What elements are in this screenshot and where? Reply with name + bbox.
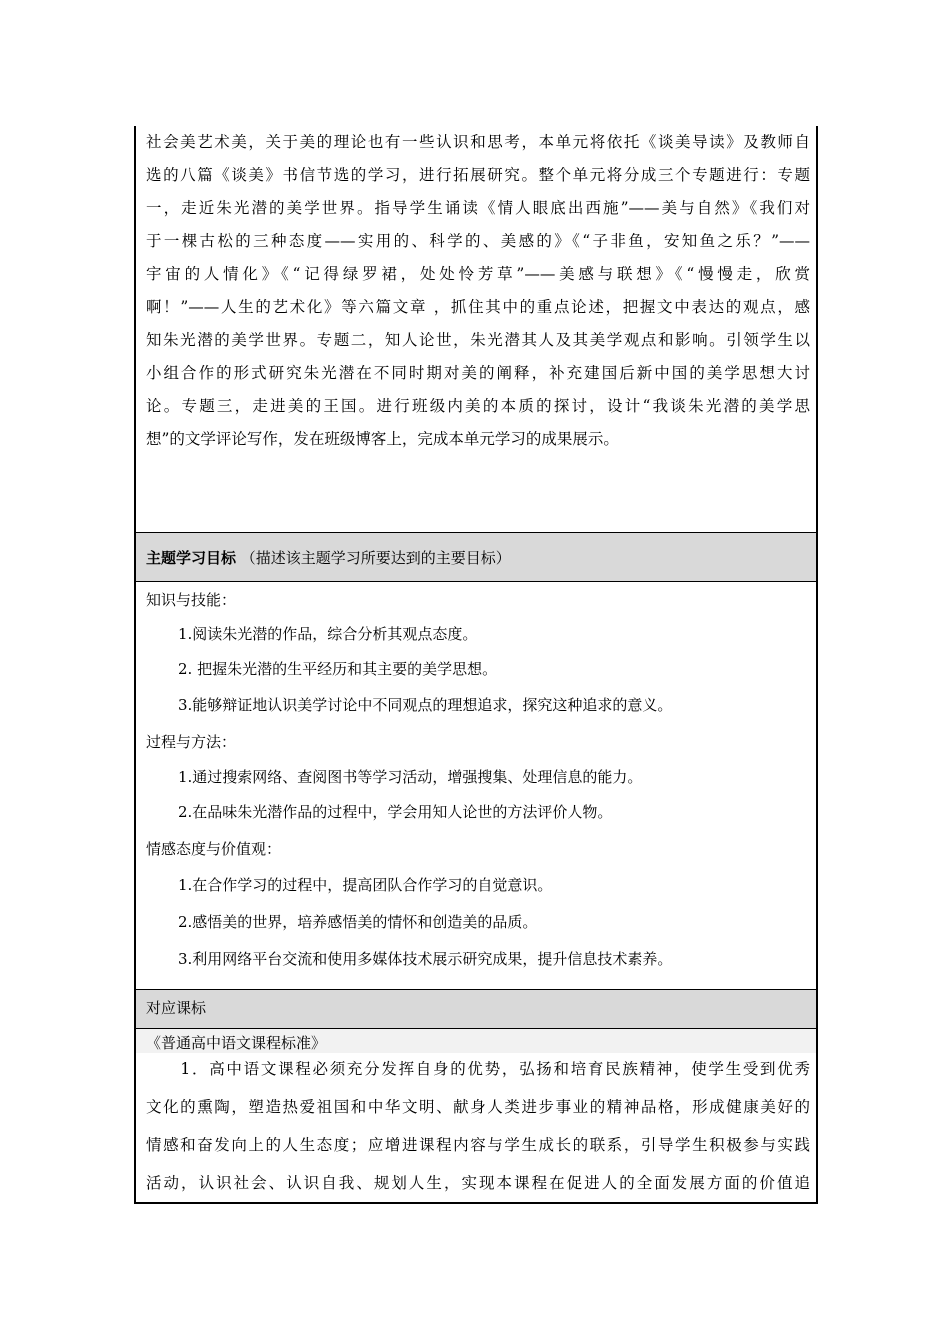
emotion-item: 1.在合作学习的过程中，提高团队合作学习的自觉意识。 xyxy=(178,876,553,894)
intro-line: 小组合作的形式研究朱光潜在不同时期对美的阐释，补充建国后新中国的美学思想大讨 xyxy=(146,364,810,382)
objectives-header-band xyxy=(136,532,816,582)
intro-line: 选的八篇《谈美》书信节选的学习，进行拓展研究。整个单元将分成三个专题进行：专题 xyxy=(146,166,810,184)
intro-line: 论。专题三，走进美的王国。进行班级内美的本质的探讨，设计“我谈朱光潜的美学思 xyxy=(146,397,810,415)
process-item: 1.通过搜索网络、查阅图书等学习活动，增强搜集、处理信息的能力。 xyxy=(178,768,643,786)
standards-heading: 对应课标 xyxy=(146,999,207,1017)
unit-table xyxy=(134,126,818,1204)
emotion-title: 情感态度与价值观： xyxy=(146,840,282,858)
objectives-heading: 主题学习目标 xyxy=(146,549,237,567)
process-item: 2.在品味朱光潜作品的过程中，学会用知人论世的方法评价人物。 xyxy=(178,803,613,821)
intro-line: 宇宙的人情化》《“记得绿罗裙，处处怜芳草”——美感与联想》《“慢慢走，欣赏 xyxy=(146,265,810,283)
standards-line: 活动，认识社会、认识自我、规划人生，实现本课程在促进人的全面发展方面的价值追 xyxy=(146,1174,810,1192)
unit-intro-paragraph xyxy=(146,126,810,456)
knowledge-item: 2. 把握朱光潜的生平经历和其主要的美学思想。 xyxy=(178,660,498,678)
intro-line: 一，走近朱光潜的美学世界。指导学生诵读《情人眼底出西施”——美与自然》《我们对 xyxy=(146,199,810,217)
standards-doc-title: 《普通高中语文课程标准》 xyxy=(146,1034,327,1052)
intro-line: 啊！”——人生的艺术化》等六篇文章 ，抓住其中的重点论述，把握文中表达的观点，感 xyxy=(146,298,810,316)
standards-paragraph xyxy=(146,1050,810,1202)
intro-line: 知朱光潜的美学世界。专题二，知人论世，朱光潜其人及其美学观点和影响。引领学生以 xyxy=(146,331,810,349)
objectives-header xyxy=(146,547,511,568)
emotion-item: 2.感悟美的世界，培养感悟美的情怀和创造美的品质。 xyxy=(178,913,538,931)
knowledge-item: 3.能够辩证地认识美学讨论中不同观点的理想追求，探究这种追求的意义。 xyxy=(178,696,673,714)
knowledge-title: 知识与技能： xyxy=(146,591,237,609)
objectives-note: （描述该主题学习所要达到的主要目标） xyxy=(240,549,511,567)
knowledge-item: 1.阅读朱光潜的作品，综合分析其观点态度。 xyxy=(178,625,478,643)
standards-line: 1．高中语文课程必须充分发挥自身的优势，弘扬和培育民族精神，使学生受到优秀 xyxy=(146,1060,810,1078)
standards-header-band xyxy=(136,989,816,1029)
intro-line: 社会美艺术美，关于美的理论也有一些认识和思考，本单元将依托《谈美导读》及教师自 xyxy=(146,133,810,151)
standards-line: 情感和奋发向上的人生态度；应增进课程内容与学生成长的联系，引导学生积极参与实践 xyxy=(146,1136,810,1154)
standards-line: 文化的熏陶，塑造热爱祖国和中华文明、献身人类进步事业的精神品格，形成健康美好的 xyxy=(146,1098,810,1116)
process-title: 过程与方法： xyxy=(146,733,237,751)
intro-line: 于一棵古松的三种态度——实用的、科学的、美感的》《“子非鱼，安知鱼之乐？”—— xyxy=(146,232,810,250)
emotion-item: 3.利用网络平台交流和使用多媒体技术展示研究成果，提升信息技术素养。 xyxy=(178,950,673,968)
intro-line: 想”的文学评论写作，发在班级博客上，完成本单元学习的成果展示。 xyxy=(146,430,619,448)
